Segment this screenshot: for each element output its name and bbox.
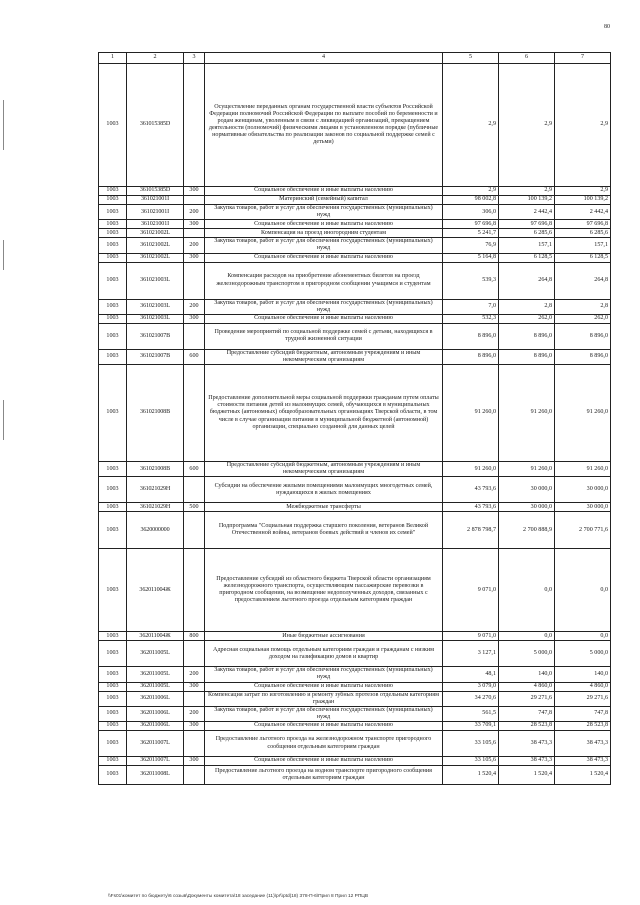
article-cell: 362011008L: [127, 766, 184, 785]
name-cell: Предоставление субсидий бюджетным, автономным учреждениям и иным некоммерческим организациям: [205, 462, 443, 477]
year-2-value: 262,0: [499, 314, 555, 323]
year-2-value: 91 260,0: [499, 365, 555, 462]
table-row: [99, 706, 611, 721]
year-2-value: 97 696,8: [499, 220, 555, 229]
year-1-value: 2,9: [443, 64, 499, 187]
year-2-value: 2 700 888,9: [499, 512, 555, 549]
table-row: [99, 691, 611, 706]
year-1-value: 98 002,8: [443, 196, 499, 205]
section-cell: 1003: [99, 641, 127, 667]
expense-type-cell: [184, 229, 205, 238]
year-3-value: 6 285,6: [555, 229, 611, 238]
section-cell: 1003: [99, 187, 127, 196]
article-cell: 362011007L: [127, 731, 184, 757]
article-cell: 361021007B: [127, 349, 184, 364]
year-2-value: 140,0: [499, 667, 555, 682]
year-1-value: 5 241,7: [443, 229, 499, 238]
year-2-value: 6 128,5: [499, 253, 555, 262]
table-row: [99, 314, 611, 323]
year-1-value: 3 079,0: [443, 682, 499, 691]
article-cell: 362011005L: [127, 682, 184, 691]
table-row: [99, 229, 611, 238]
year-3-value: 1 520,4: [555, 766, 611, 785]
year-3-value: 4 860,0: [555, 682, 611, 691]
year-1-value: 3 127,1: [443, 641, 499, 667]
article-cell: 361021003L: [127, 299, 184, 314]
expense-type-cell: 300: [184, 757, 205, 766]
table-row: [99, 253, 611, 262]
table-row: [99, 766, 611, 785]
year-3-value: 38 473,3: [555, 731, 611, 757]
section-cell: 1003: [99, 262, 127, 299]
year-3-value: 262,0: [555, 314, 611, 323]
table-row: [99, 462, 611, 477]
year-1-value: 48,1: [443, 667, 499, 682]
section-cell: 1003: [99, 722, 127, 731]
year-2-value: 0,0: [499, 632, 555, 641]
table-row: [99, 503, 611, 512]
expense-type-cell: 600: [184, 462, 205, 477]
year-1-value: 2,9: [443, 187, 499, 196]
article-cell: 361021001I: [127, 205, 184, 220]
article-cell: 361021003L: [127, 314, 184, 323]
margin-mark: [3, 240, 4, 270]
year-3-value: 91 260,0: [555, 365, 611, 462]
year-2-value: 38 473,3: [499, 757, 555, 766]
table-row: [99, 323, 611, 349]
section-cell: 1003: [99, 766, 127, 785]
year-2-value: 28 523,8: [499, 722, 555, 731]
year-2-value: 1 520,4: [499, 766, 555, 785]
year-3-value: 6 128,5: [555, 253, 611, 262]
article-cell: 361021002L: [127, 253, 184, 262]
name-cell: Закупка товаров, работ и услуг для обеспечения государственных (муниципальных) нужд: [205, 205, 443, 220]
table-row: [99, 196, 611, 205]
article-cell: 361015385D: [127, 64, 184, 187]
year-3-value: 2 442,4: [555, 205, 611, 220]
year-3-value: 29 271,6: [555, 691, 611, 706]
article-cell: 361021001I: [127, 196, 184, 205]
article-cell: 361021029H: [127, 503, 184, 512]
year-1-value: 33 105,6: [443, 757, 499, 766]
table-row: [99, 632, 611, 641]
year-2-value: 264,8: [499, 262, 555, 299]
name-cell: Проведение мероприятий по социальной поддержке семей с детьми, находящихся в трудной жизненной ситуации: [205, 323, 443, 349]
expense-type-cell: 800: [184, 632, 205, 641]
section-cell: 1003: [99, 667, 127, 682]
table-row: [99, 349, 611, 364]
year-2-value: 6 285,6: [499, 229, 555, 238]
expense-type-cell: 200: [184, 238, 205, 253]
header-expense-type: 3: [184, 53, 205, 64]
year-2-value: 100 139,2: [499, 196, 555, 205]
year-2-value: 5 000,0: [499, 641, 555, 667]
year-3-value: 2,8: [555, 299, 611, 314]
article-cell: 361021008B: [127, 365, 184, 462]
year-3-value: 28 523,8: [555, 722, 611, 731]
year-2-value: 30 000,0: [499, 503, 555, 512]
year-2-value: 38 473,3: [499, 731, 555, 757]
article-cell: 362011006L: [127, 722, 184, 731]
table-header-row: [99, 53, 611, 64]
header-section: 1: [99, 53, 127, 64]
name-cell: Предоставление дополнительной меры социальной поддержки гражданам путем оплаты стоимости питания детей из малоимущих семей, обучающихся в муниципальных бюджетных (автономных) общеобразовательных организациях Тверской области, в том числе в случае организации питания в муниципальной бюджетной (автономной) организации, специально созданной для данных целей: [205, 365, 443, 462]
year-3-value: 264,8: [555, 262, 611, 299]
expense-type-cell: [184, 731, 205, 757]
section-cell: 1003: [99, 757, 127, 766]
expense-type-cell: 600: [184, 349, 205, 364]
article-cell: 361015385D: [127, 187, 184, 196]
name-cell: Социальное обеспечение и иные выплаты населению: [205, 253, 443, 262]
section-cell: 1003: [99, 512, 127, 549]
table-row: [99, 682, 611, 691]
year-1-value: 8 896,0: [443, 349, 499, 364]
year-1-value: 539,3: [443, 262, 499, 299]
name-cell: Закупка товаров, работ и услуг для обеспечения государственных (муниципальных) нужд: [205, 706, 443, 721]
year-1-value: 91 260,0: [443, 462, 499, 477]
article-cell: 362011004Ж: [127, 632, 184, 641]
article-cell: 362011005L: [127, 641, 184, 667]
table-row: [99, 667, 611, 682]
year-2-value: 2,9: [499, 187, 555, 196]
expense-type-cell: [184, 766, 205, 785]
header-year-2: 6: [499, 53, 555, 64]
year-1-value: 33 709,1: [443, 722, 499, 731]
table-row: [99, 757, 611, 766]
table-row: [99, 187, 611, 196]
year-3-value: 8 896,0: [555, 323, 611, 349]
year-1-value: 33 105,6: [443, 731, 499, 757]
section-cell: 1003: [99, 220, 127, 229]
year-3-value: 30 000,0: [555, 503, 611, 512]
expense-type-cell: 200: [184, 667, 205, 682]
name-cell: Предоставление льготного проезда на железнодорожном транспорте пригородного сообщения отдельным категориям граждан: [205, 731, 443, 757]
name-cell: Закупка товаров, работ и услуг для обеспечения государственных (муниципальных) нужд: [205, 299, 443, 314]
name-cell: Компенсация затрат по изготовлению и ремонту зубных протезов отдельным категориям граждан: [205, 691, 443, 706]
year-2-value: 91 260,0: [499, 462, 555, 477]
expense-type-cell: 300: [184, 722, 205, 731]
expense-type-cell: 200: [184, 299, 205, 314]
year-2-value: 157,1: [499, 238, 555, 253]
year-1-value: 9 071,0: [443, 549, 499, 632]
table-row: [99, 299, 611, 314]
expense-type-cell: 500: [184, 503, 205, 512]
section-cell: 1003: [99, 229, 127, 238]
table-row: [99, 64, 611, 187]
expense-type-cell: 300: [184, 187, 205, 196]
year-3-value: 100 139,2: [555, 196, 611, 205]
expense-type-cell: [184, 365, 205, 462]
section-cell: 1003: [99, 691, 127, 706]
article-cell: 3620000000: [127, 512, 184, 549]
article-cell: 362011005L: [127, 667, 184, 682]
year-1-value: 8 896,0: [443, 323, 499, 349]
expense-type-cell: [184, 641, 205, 667]
year-1-value: 2 878 798,7: [443, 512, 499, 549]
year-3-value: 140,0: [555, 667, 611, 682]
year-3-value: 2 700 771,6: [555, 512, 611, 549]
table-row: [99, 512, 611, 549]
expense-type-cell: [184, 262, 205, 299]
expense-type-cell: [184, 323, 205, 349]
year-2-value: 4 860,0: [499, 682, 555, 691]
year-3-value: 0,0: [555, 632, 611, 641]
table-row: [99, 722, 611, 731]
article-cell: 361021029H: [127, 477, 184, 503]
year-3-value: 8 896,0: [555, 349, 611, 364]
year-2-value: 0,0: [499, 549, 555, 632]
name-cell: Социальное обеспечение и иные выплаты населению: [205, 722, 443, 731]
year-3-value: 0,0: [555, 549, 611, 632]
header-name: 4: [205, 53, 443, 64]
name-cell: Социальное обеспечение и иные выплаты населению: [205, 314, 443, 323]
name-cell: Межбюджетные трансферты: [205, 503, 443, 512]
year-1-value: 43 793,6: [443, 503, 499, 512]
year-1-value: 9 071,0: [443, 632, 499, 641]
section-cell: 1003: [99, 632, 127, 641]
article-cell: 361021002L: [127, 238, 184, 253]
section-cell: 1003: [99, 299, 127, 314]
year-1-value: 34 270,6: [443, 691, 499, 706]
year-1-value: 43 793,6: [443, 477, 499, 503]
table-row: [99, 477, 611, 503]
name-cell: Компенсация расходов на приобретение абонементных билетов на проезд железнодорожным транспортом в пригородном сообщении учащимся и студентам: [205, 262, 443, 299]
section-cell: 1003: [99, 365, 127, 462]
table-row: [99, 262, 611, 299]
article-cell: 362011006L: [127, 706, 184, 721]
name-cell: Предоставление льготного проезда на водном транспорте пригородного сообщения отдельным категориям граждан: [205, 766, 443, 785]
header-article: 2: [127, 53, 184, 64]
year-2-value: 2,9: [499, 64, 555, 187]
year-1-value: 1 520,4: [443, 766, 499, 785]
expense-type-cell: [184, 549, 205, 632]
year-2-value: 2,8: [499, 299, 555, 314]
section-cell: 1003: [99, 314, 127, 323]
year-3-value: 747,8: [555, 706, 611, 721]
table-row: [99, 731, 611, 757]
table-row: [99, 238, 611, 253]
section-cell: 1003: [99, 477, 127, 503]
year-3-value: 97 696,8: [555, 220, 611, 229]
margin-mark: [3, 400, 4, 440]
name-cell: Закупка товаров, работ и услуг для обеспечения государственных (муниципальных) нужд: [205, 667, 443, 682]
year-1-value: 7,0: [443, 299, 499, 314]
expense-type-cell: 300: [184, 314, 205, 323]
section-cell: 1003: [99, 64, 127, 187]
article-cell: 361021003L: [127, 262, 184, 299]
section-cell: 1003: [99, 682, 127, 691]
section-cell: 1003: [99, 205, 127, 220]
name-cell: Социальное обеспечение и иные выплаты населению: [205, 757, 443, 766]
expense-type-cell: [184, 691, 205, 706]
year-3-value: 2,9: [555, 64, 611, 187]
section-cell: 1003: [99, 706, 127, 721]
table-row: [99, 365, 611, 462]
name-cell: Социальное обеспечение и иные выплаты населению: [205, 682, 443, 691]
expense-type-cell: [184, 512, 205, 549]
year-2-value: 747,8: [499, 706, 555, 721]
expense-type-cell: 200: [184, 205, 205, 220]
year-2-value: 8 896,0: [499, 323, 555, 349]
table-row: [99, 205, 611, 220]
expense-type-cell: [184, 64, 205, 187]
year-1-value: 532,3: [443, 314, 499, 323]
name-cell: Предоставление субсидий из областного бюджета Тверской области организациям железнодорожного транспорта, осуществляющим пассажирские перевозки в пригородном сообщении, на возмещение недополученных доходов, связанных с предоставлением льготного проезда отдельным категориям граждан: [205, 549, 443, 632]
year-1-value: 561,5: [443, 706, 499, 721]
name-cell: Закупка товаров, работ и услуг для обеспечения государственных (муниципальных) нужд: [205, 238, 443, 253]
expense-type-cell: 300: [184, 682, 205, 691]
year-3-value: 5 000,0: [555, 641, 611, 667]
name-cell: Субсидии на обеспечение жилыми помещениями малоимущих многодетных семей, нуждающихся в жилых помещениях: [205, 477, 443, 503]
table-row: [99, 549, 611, 632]
expense-type-cell: 300: [184, 220, 205, 229]
name-cell: Предоставление субсидий бюджетным, автономным учреждениям и иным некоммерческим организациям: [205, 349, 443, 364]
year-1-value: 91 260,0: [443, 365, 499, 462]
year-1-value: 76,9: [443, 238, 499, 253]
year-3-value: 91 260,0: [555, 462, 611, 477]
name-cell: Осуществление переданных органам государственной власти субъектов Российской Федерации полномочий Российской Федерации по выплате пособий по беременности и родам женщинам, уволенным в связи с ликвидацией организаций, прекращением деятельности (полномочий) физическими лицами в установленном порядке (публичные нормативные обязательства по реализации законов по социальной поддержке семей с детьми): [205, 64, 443, 187]
name-cell: Иные бюджетные ассигнования: [205, 632, 443, 641]
year-2-value: 2 442,4: [499, 205, 555, 220]
section-cell: 1003: [99, 323, 127, 349]
header-year-3: 7: [555, 53, 611, 64]
year-2-value: 8 896,0: [499, 349, 555, 364]
article-cell: 362011006L: [127, 691, 184, 706]
year-3-value: 157,1: [555, 238, 611, 253]
name-cell: Компенсация на проезд иногородним студентам: [205, 229, 443, 238]
section-cell: 1003: [99, 196, 127, 205]
year-3-value: 30 000,0: [555, 477, 611, 503]
table-body: [99, 64, 611, 785]
section-cell: 1003: [99, 238, 127, 253]
name-cell: Материнский (семейный) капитал: [205, 196, 443, 205]
page-number: 80: [604, 24, 610, 30]
year-1-value: 97 696,8: [443, 220, 499, 229]
name-cell: Социальное обеспечение и иные выплаты населению: [205, 187, 443, 196]
expense-type-cell: 300: [184, 253, 205, 262]
section-cell: 1003: [99, 503, 127, 512]
year-1-value: 306,0: [443, 205, 499, 220]
article-cell: 362011004Ж: [127, 549, 184, 632]
section-cell: 1003: [99, 253, 127, 262]
table-row: [99, 220, 611, 229]
table-row: [99, 641, 611, 667]
budget-table: [98, 52, 611, 785]
expense-type-cell: [184, 196, 205, 205]
year-2-value: 29 271,6: [499, 691, 555, 706]
section-cell: 1003: [99, 549, 127, 632]
expense-type-cell: 200: [184, 706, 205, 721]
header-year-1: 5: [443, 53, 499, 64]
name-cell: Социальное обеспечение и иные выплаты населению: [205, 220, 443, 229]
article-cell: 361021002L: [127, 229, 184, 238]
year-3-value: 38 473,3: [555, 757, 611, 766]
margin-mark: [3, 100, 4, 150]
year-3-value: 2,9: [555, 187, 611, 196]
footer-file-path: \\Fs01\комитет по бюджету\6 созыв\Документы комитета\18 заседание (11)\pr\\ptd(18) 378-П-6\Прил 8 Прил 12 РПЦВ: [108, 894, 369, 899]
article-cell: 362011007L: [127, 757, 184, 766]
year-1-value: 5 164,8: [443, 253, 499, 262]
year-2-value: 30 000,0: [499, 477, 555, 503]
section-cell: 1003: [99, 349, 127, 364]
name-cell: Адресная социальная помощь отдельным категориям граждан и гражданам с низким доходом на газификацию домов и квартир: [205, 641, 443, 667]
name-cell: Подпрограмма "Социальная поддержка старшего поколения, ветеранов Великой Отечественной войны, ветеранов боевых действий и членов их семей": [205, 512, 443, 549]
section-cell: 1003: [99, 731, 127, 757]
article-cell: 361021008B: [127, 462, 184, 477]
section-cell: 1003: [99, 462, 127, 477]
article-cell: 361021001I: [127, 220, 184, 229]
article-cell: 361021007B: [127, 323, 184, 349]
expense-type-cell: [184, 477, 205, 503]
